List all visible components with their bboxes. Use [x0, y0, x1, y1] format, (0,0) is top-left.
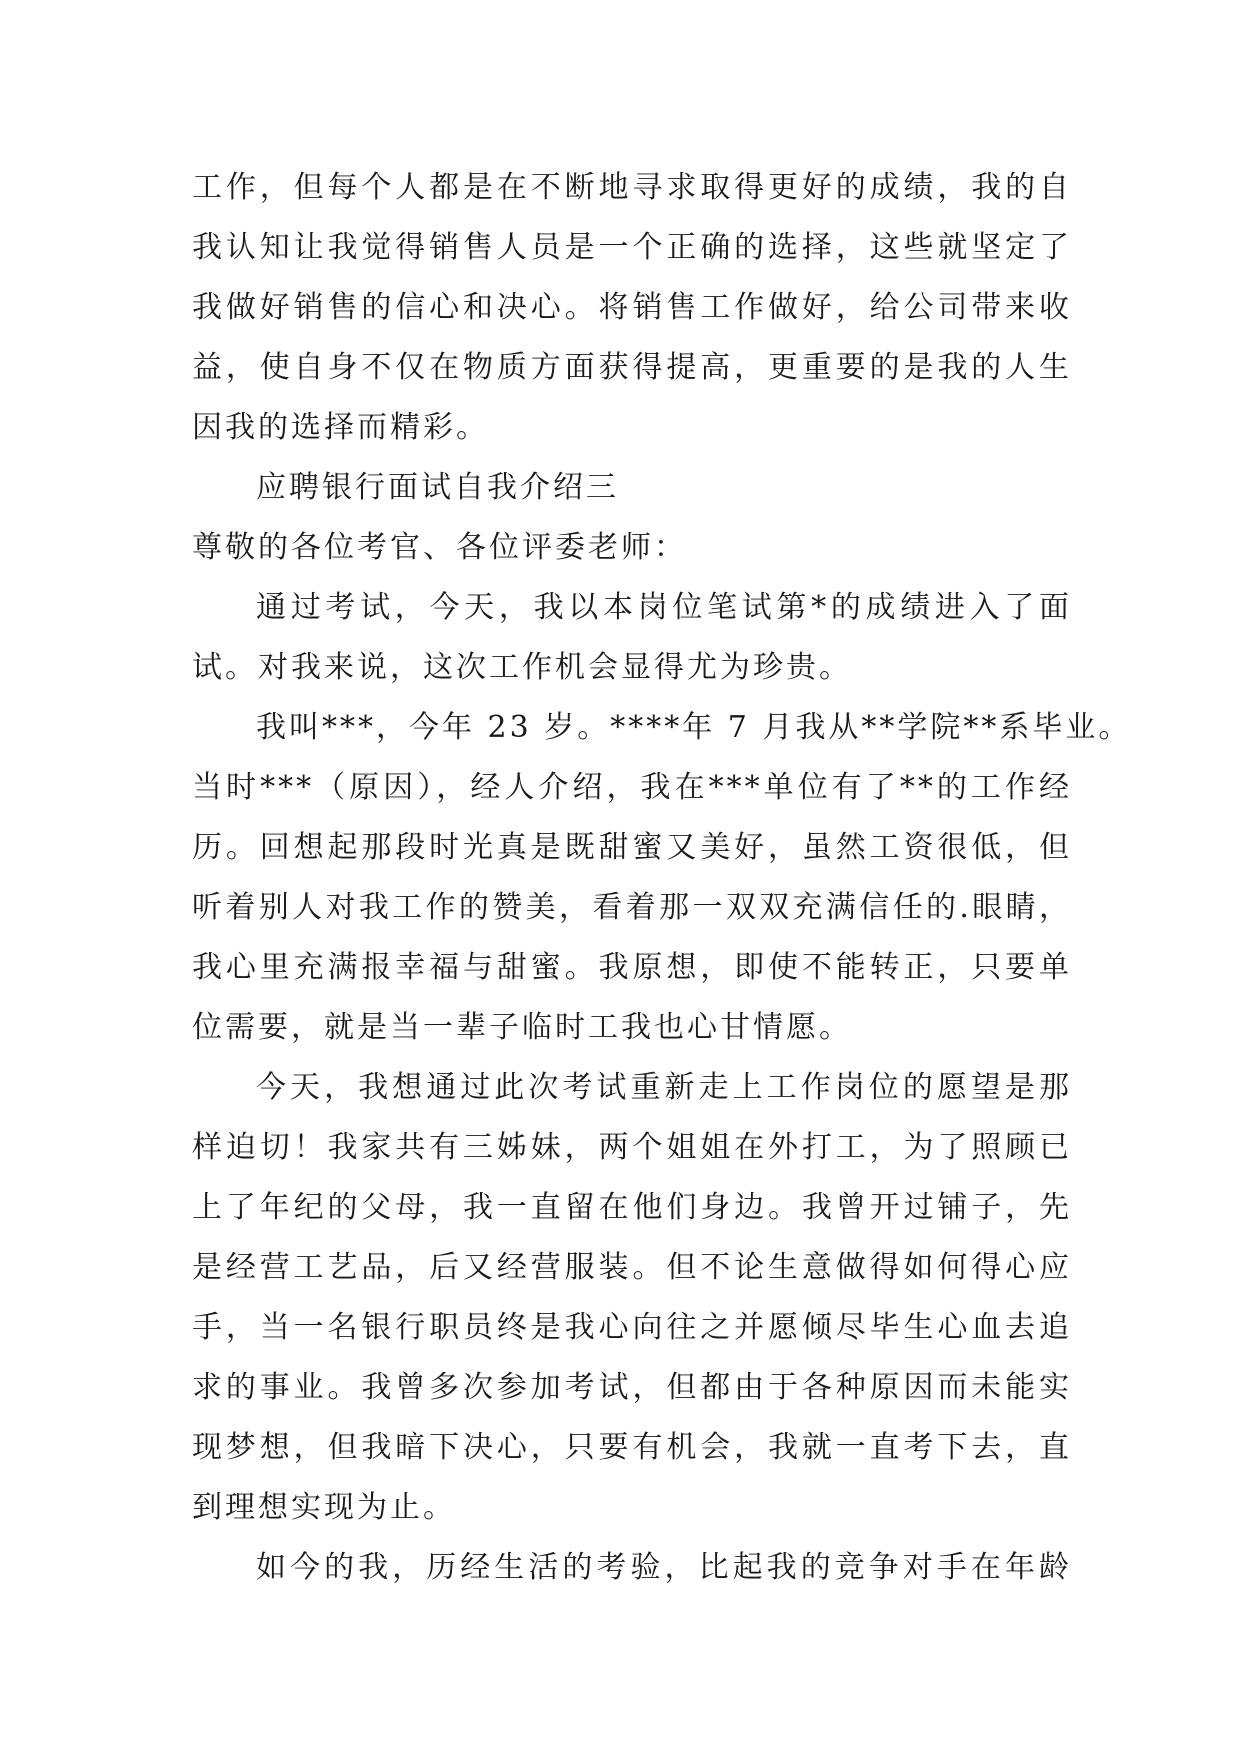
text-line: 我认知让我觉得销售人员是一个正确的选择，这些就坚定了 — [192, 230, 1072, 265]
text-line: 位需要，就是当一辈子临时工我也心甘情愿。 — [192, 1010, 852, 1045]
text-line: 我做好销售的信心和决心。将销售工作做好，给公司带来收 — [192, 290, 1072, 325]
text-line: 现梦想，但我暗下决心，只要有机会，我就一直考下去，直 — [192, 1430, 1072, 1465]
text-line: 如今的我，历经生活的考验，比起我的竞争对手在年龄 — [256, 1550, 1072, 1585]
text-line: 试。对我来说，这次工作机会显得尤为珍贵。 — [192, 650, 852, 685]
document-body — [192, 158, 1132, 1598]
text-line: 是经营工艺品，后又经营服装。但不论生意做得如何得心应 — [192, 1250, 1072, 1285]
text-line: 手，当一名银行职员终是我心向往之并愿倾尽毕生心血去追 — [192, 1310, 1072, 1345]
text-line: 工作，但每个人都是在不断地寻求取得更好的成绩，我的自 — [192, 170, 1072, 205]
text-line: 求的事业。我曾多次参加考试，但都由于各种原因而未能实 — [192, 1370, 1072, 1405]
text-line: 因我的选择而精彩。 — [192, 410, 489, 445]
text-line: 应聘银行面试自我介绍三 — [256, 470, 619, 505]
text-line: 当时***（原因），经人介绍，我在***单位有了**的工作经 — [192, 770, 1072, 805]
text-line: 听着别人对我工作的赞美，看着那一双双充满信任的.眼睛， — [192, 890, 1072, 925]
text-line: 样迫切！我家共有三姊妹，两个姐姐在外打工，为了照顾已 — [192, 1130, 1072, 1165]
text-line: 到理想实现为止。 — [192, 1490, 456, 1525]
text-line: 我心里充满报幸福与甜蜜。我原想，即使不能转正，只要单 — [192, 950, 1072, 985]
text-line: 今天，我想通过此次考试重新走上工作岗位的愿望是那 — [256, 1070, 1072, 1105]
text-line: 益，使自身不仅在物质方面获得提高，更重要的是我的人生 — [192, 350, 1072, 385]
text-line: 我叫***，今年 23 岁。****年 7 月我从**学院**系毕业。 — [256, 710, 1132, 745]
text-line: 上了年纪的父母，我一直留在他们身边。我曾开过铺子，先 — [192, 1190, 1072, 1225]
text-line: 通过考试，今天，我以本岗位笔试第*的成绩进入了面 — [256, 590, 1072, 625]
text-line: 历。回想起那段时光真是既甜蜜又美好，虽然工资很低，但 — [192, 830, 1072, 865]
text-line: 尊敬的各位考官、各位评委老师： — [192, 530, 687, 565]
